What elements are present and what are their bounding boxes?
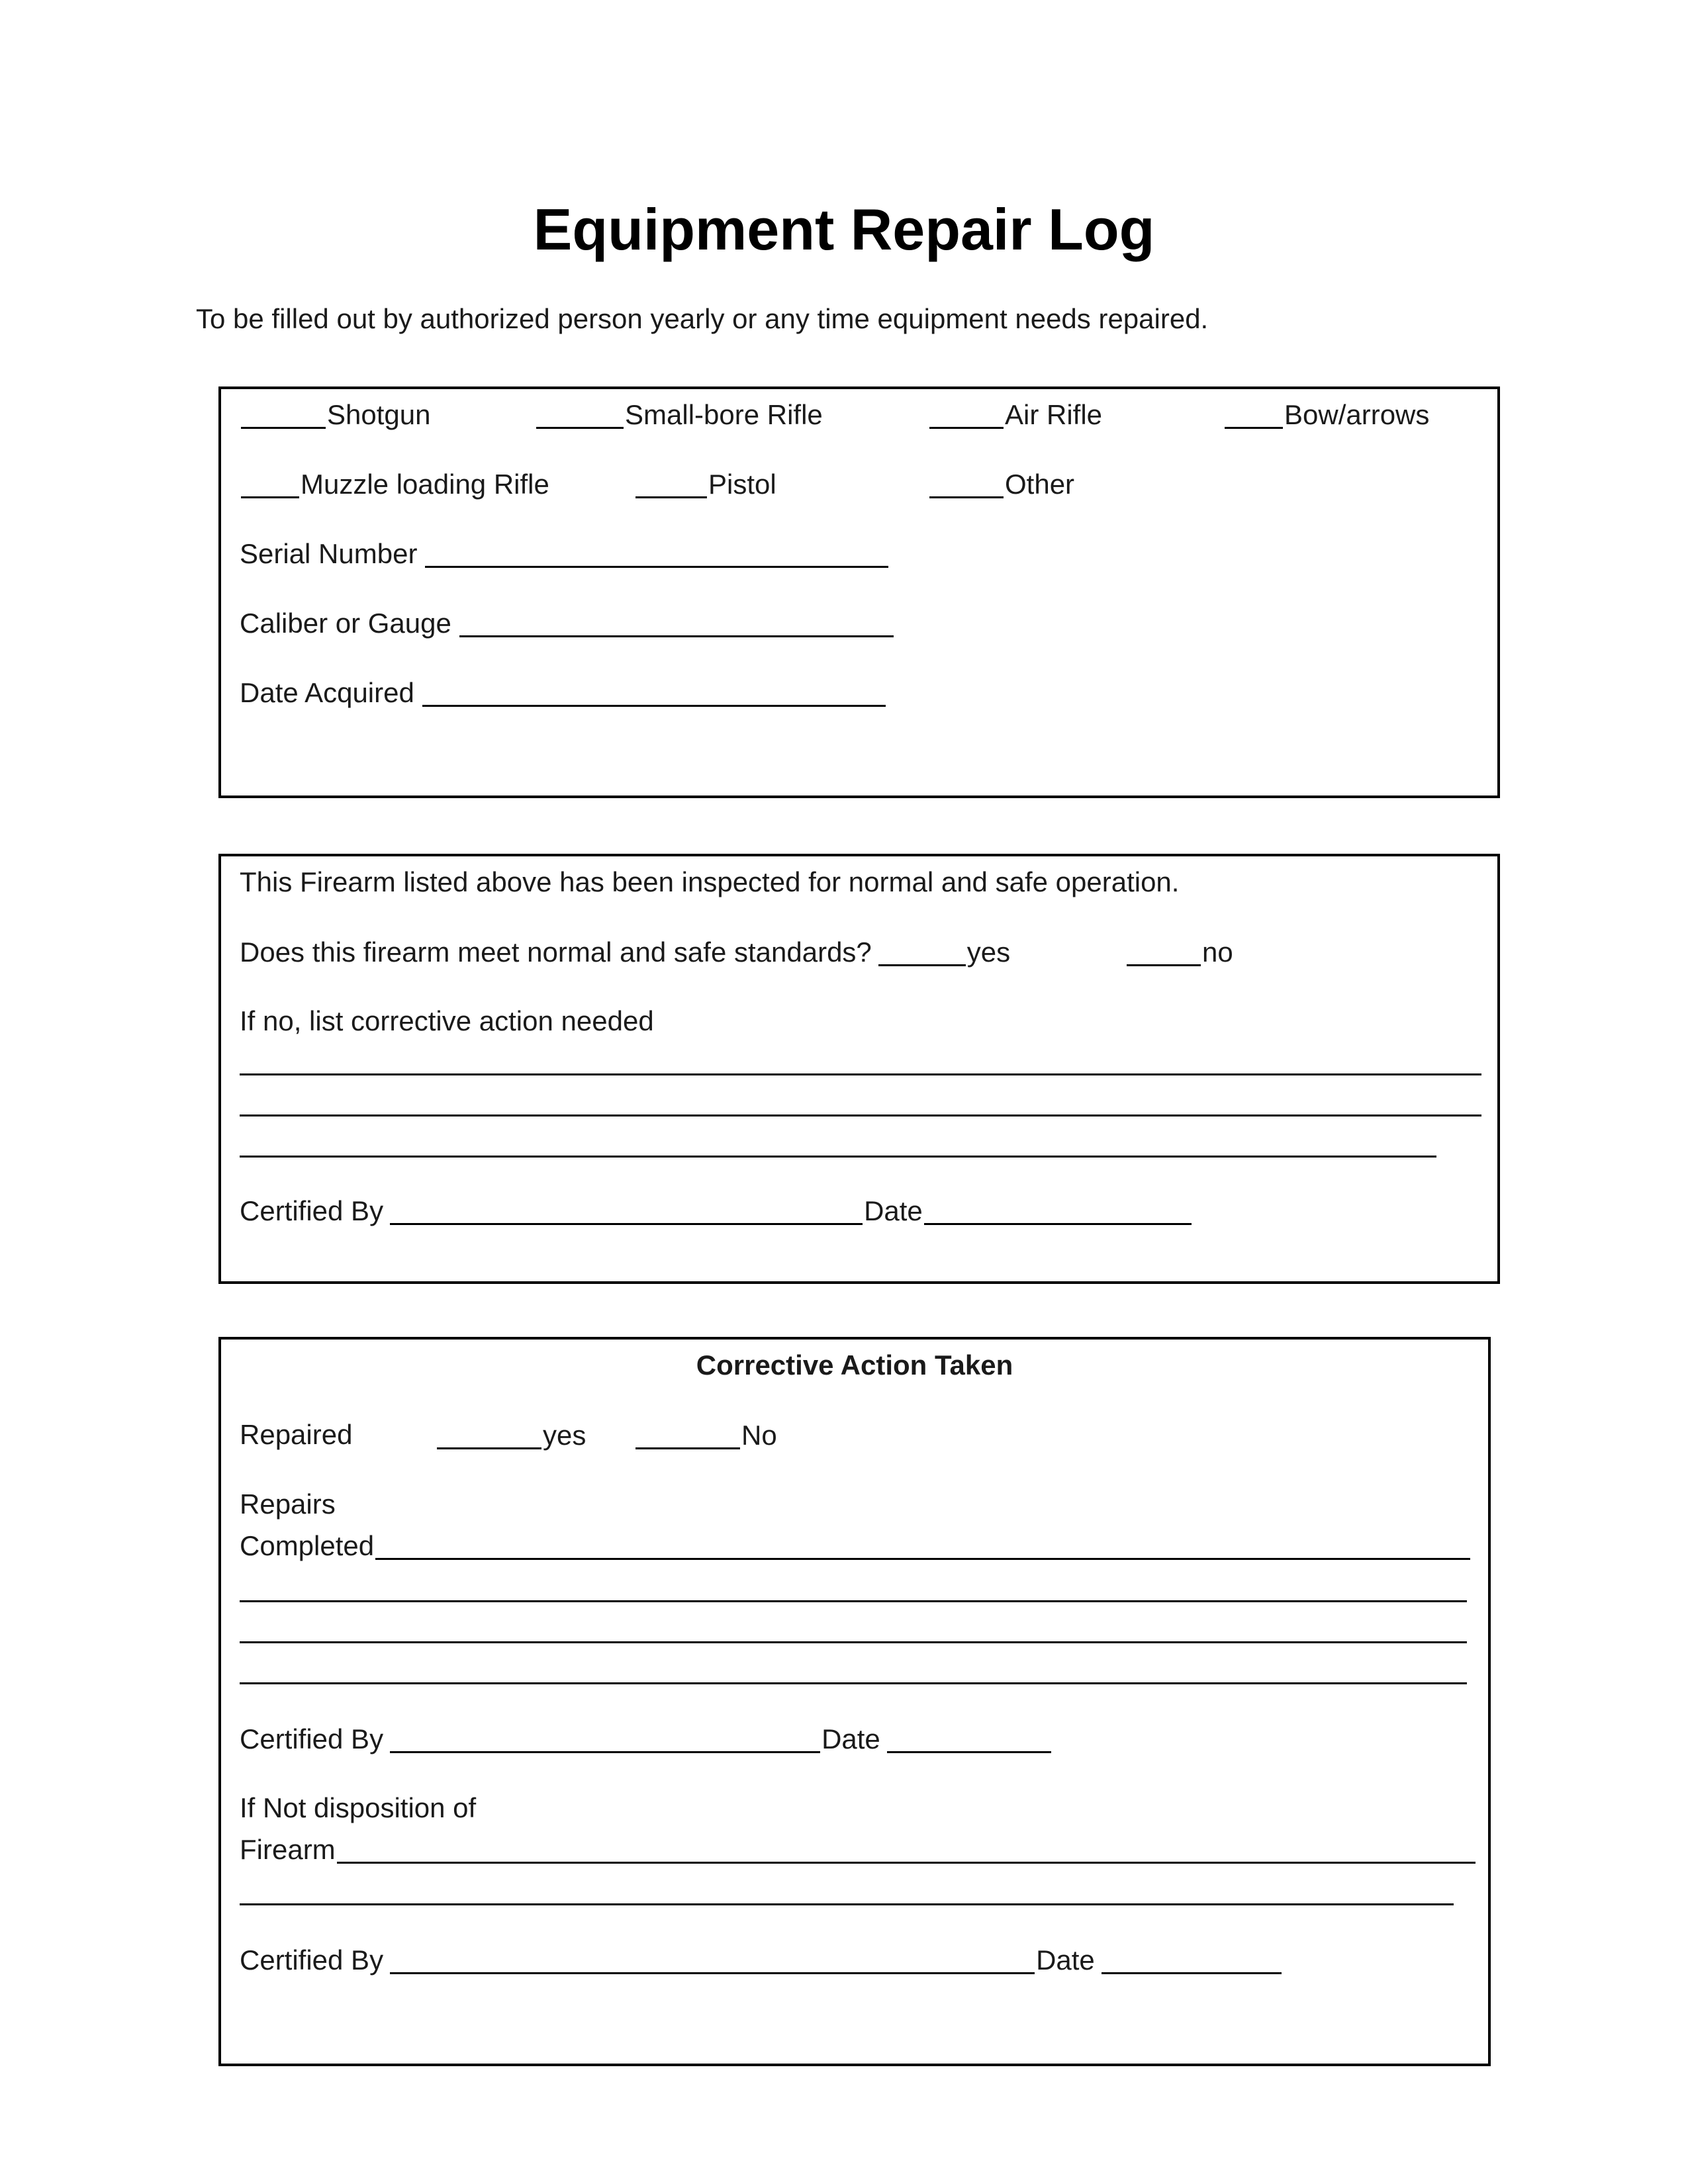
corrective-action-line-1[interactable]	[240, 1073, 1481, 1075]
disposition-date-field[interactable]	[1102, 1946, 1282, 1974]
date-acquired-label: Date Acquired	[240, 677, 414, 708]
small-bore-rifle-option[interactable]	[535, 400, 823, 429]
repairs-completed-row	[240, 1531, 1472, 1560]
corrective-action-heading: Corrective Action Taken	[696, 1349, 1013, 1381]
repairs-completed-label: Completed	[240, 1530, 375, 1561]
disposition-line-2[interactable]	[240, 1903, 1454, 1905]
shotgun-label: Shotgun	[327, 399, 431, 430]
bow-arrows-option[interactable]	[1223, 400, 1429, 429]
repairs-label-line1: Repairs	[240, 1488, 336, 1520]
repairs-line-4[interactable]	[240, 1682, 1467, 1684]
disposition-date-label: Date	[1036, 1944, 1095, 1976]
date-acquired-row	[240, 678, 887, 707]
muzzle-loading-rifle-label: Muzzle loading Rifle	[301, 469, 549, 500]
safe-standards-question: Does this firearm meet normal and safe standards?	[240, 936, 872, 968]
other-label: Other	[1005, 469, 1075, 500]
bow-arrows-blank[interactable]	[1225, 400, 1283, 429]
corrective-action-line-3[interactable]	[240, 1156, 1436, 1158]
corrective-date-label: Date	[821, 1723, 880, 1754]
shotgun-option[interactable]	[240, 400, 430, 429]
small-bore-rifle-blank[interactable]	[536, 400, 624, 429]
disposition-certified-by-label: Certified By	[240, 1944, 384, 1976]
caliber-field[interactable]	[459, 609, 894, 637]
disposition-label-line1: If Not disposition of	[240, 1792, 477, 1823]
muzzle-loading-rifle-blank[interactable]	[241, 470, 299, 498]
other-option[interactable]	[928, 470, 1074, 498]
repaired-yes-label: yes	[543, 1420, 586, 1451]
repaired-yes-option[interactable]	[436, 1421, 586, 1449]
repaired-yes-blank[interactable]	[437, 1421, 541, 1449]
repaired-label: Repaired	[240, 1419, 353, 1450]
inspection-certified-row	[240, 1197, 1193, 1225]
inspection-certified-by-label: Certified By	[240, 1195, 384, 1226]
repaired-no-blank[interactable]	[635, 1421, 740, 1449]
air-rifle-option[interactable]	[928, 400, 1102, 429]
caliber-label: Caliber or Gauge	[240, 608, 451, 639]
date-acquired-field[interactable]	[422, 678, 886, 707]
pistol-label: Pistol	[708, 469, 776, 500]
inspection-statement: This Firearm listed above has been inspected for normal and safe operation.	[240, 866, 1180, 897]
inspection-date-label: Date	[864, 1195, 923, 1226]
disposition-field[interactable]	[337, 1835, 1476, 1864]
equipment-details-box	[218, 387, 1500, 798]
pistol-option[interactable]	[634, 470, 776, 498]
safe-no-label: no	[1202, 936, 1233, 968]
serial-number-label: Serial Number	[240, 538, 418, 569]
disposition-row	[240, 1835, 1477, 1864]
corrective-certified-by-field[interactable]	[390, 1725, 820, 1753]
page-subtitle: To be filled out by authorized person yearly or any time equipment needs repaired.	[196, 303, 1209, 334]
repairs-line-3[interactable]	[240, 1641, 1467, 1643]
small-bore-rifle-label: Small-bore Rifle	[625, 399, 823, 430]
safe-standards-row	[240, 938, 1010, 966]
disposition-certified-row	[240, 1946, 1283, 1974]
repaired-no-option[interactable]	[634, 1421, 777, 1449]
other-blank[interactable]	[929, 470, 1004, 498]
corrective-action-line-2[interactable]	[240, 1115, 1481, 1116]
page-title: Equipment Repair Log	[533, 197, 1155, 262]
caliber-row	[240, 609, 895, 637]
bow-arrows-label: Bow/arrows	[1284, 399, 1430, 430]
repairs-completed-field[interactable]	[375, 1531, 1470, 1560]
air-rifle-blank[interactable]	[929, 400, 1004, 429]
disposition-label: Firearm	[240, 1834, 336, 1865]
safe-no-blank[interactable]	[1127, 938, 1201, 966]
pistol-blank[interactable]	[635, 470, 707, 498]
shotgun-blank[interactable]	[241, 400, 326, 429]
serial-number-row	[240, 539, 890, 568]
disposition-certified-by-field[interactable]	[390, 1946, 1035, 1974]
safe-yes-label: yes	[966, 936, 1011, 968]
repaired-no-label: No	[741, 1420, 777, 1451]
safe-yes-blank[interactable]	[878, 938, 966, 966]
repairs-line-2[interactable]	[240, 1600, 1467, 1602]
corrective-date-field[interactable]	[887, 1725, 1051, 1753]
corrective-certified-row	[240, 1725, 1053, 1753]
safe-no-option[interactable]	[1125, 938, 1233, 966]
inspection-certified-by-field[interactable]	[390, 1197, 863, 1225]
serial-number-field[interactable]	[425, 539, 888, 568]
inspection-date-field[interactable]	[924, 1197, 1192, 1225]
corrective-certified-by-label: Certified By	[240, 1723, 384, 1754]
air-rifle-label: Air Rifle	[1005, 399, 1103, 430]
muzzle-loading-rifle-option[interactable]	[240, 470, 549, 498]
corrective-action-prompt: If no, list corrective action needed	[240, 1005, 654, 1036]
